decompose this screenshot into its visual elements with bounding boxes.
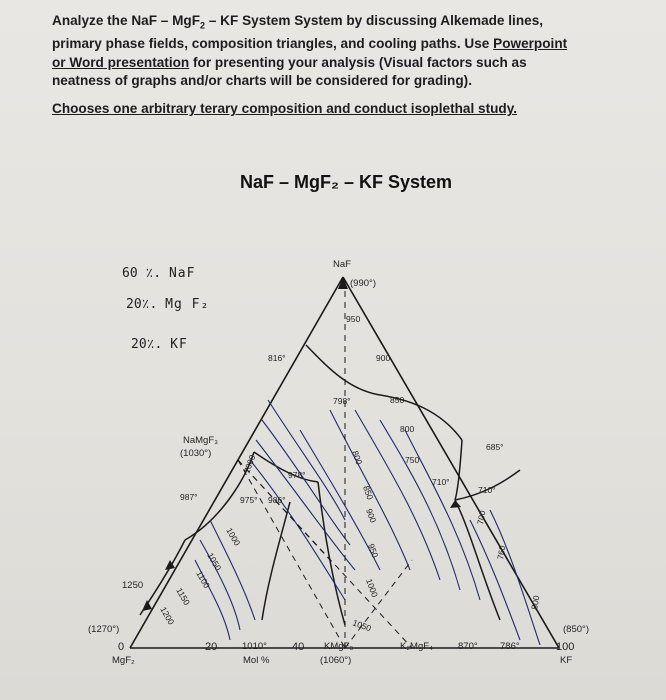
- iso-label-800-b: 800: [529, 594, 542, 611]
- iso-label-950-b: 950: [366, 542, 381, 560]
- assignment-line-2: primary phase fields, composition triangles, and cooling paths. Use Powerpoint: [52, 36, 568, 52]
- apex-mgf2-temp: (1270°): [88, 624, 120, 635]
- apex-kf-label: KF: [560, 655, 573, 666]
- isotherm-curves: [195, 400, 540, 645]
- iso-label-950: 950: [346, 314, 361, 324]
- iso-label-1150: 1150: [174, 586, 193, 607]
- apex-naf-temp: (990°): [350, 278, 376, 289]
- axis-label-mol: Mol %: [243, 655, 270, 666]
- iso-label-850-b: 850: [361, 484, 376, 502]
- point-975: 975°: [240, 495, 258, 505]
- base-temp-870: 870°: [458, 641, 478, 652]
- apex-kf-temp: (850°): [563, 624, 589, 635]
- iso-label-1050-b: 1050: [351, 617, 373, 634]
- boundary-curves: [140, 345, 520, 625]
- point-1250: 1250: [122, 580, 144, 591]
- iso-label-750: 750: [405, 455, 420, 465]
- assignment-line-4: neatness of graphs and/or charts will be considered for grading).: [52, 73, 472, 89]
- point-798: 798°: [333, 396, 351, 406]
- diagram-title: NaF – MgF₂ – KF System: [239, 172, 453, 192]
- axis-tick-100: 100: [556, 641, 575, 653]
- iso-label-1000-c: 1000: [364, 577, 380, 599]
- apex-mgf2-label: MgF₂: [112, 655, 135, 666]
- iso-label-850: 850: [390, 395, 405, 405]
- word-link-text: or Word presentation: [52, 54, 190, 70]
- iso-label-1050: 1050: [205, 551, 224, 573]
- handwritten-mgf2: 20٪. Mg F₂: [126, 297, 210, 312]
- iso-label-1200: 1200: [158, 605, 177, 627]
- base-temp-1010: 1010°: [242, 641, 267, 652]
- axis-tick-40: 40: [292, 641, 305, 653]
- handwritten-kf: 20٪. KF: [131, 337, 188, 352]
- base-temp-786: 786°: [500, 641, 520, 652]
- iso-label-800-c: 800: [350, 449, 365, 467]
- axis-tick-0: 0: [118, 641, 125, 653]
- axis-tick-20: 20: [205, 641, 218, 653]
- assignment-line-3: or Word presentation for presenting your analysis (Visual factors such as: [52, 54, 527, 70]
- iso-label-700: 700: [475, 509, 488, 526]
- iso-label-760: 760: [495, 544, 508, 561]
- point-986: 986°: [268, 495, 286, 505]
- iso-label-900-b: 900: [364, 507, 379, 525]
- k2mgf4-label: K₂MgF₄: [400, 641, 433, 652]
- handwritten-naf: 60 ٪. NaF: [122, 266, 196, 281]
- point-710-a: 710°: [432, 477, 450, 487]
- iso-label-900: 900: [376, 353, 391, 363]
- iso-label-800: 800: [400, 424, 415, 434]
- kmgf3-label: KMgF₃: [324, 641, 354, 652]
- iso-label-1000-b: 1000: [224, 526, 243, 548]
- powerpoint-link-text: Powerpoint: [493, 36, 568, 52]
- kmgf3-temp: (1060°): [320, 655, 352, 666]
- isotherm-labels: [158, 314, 541, 633]
- point-987: 987°: [180, 492, 198, 502]
- assignment-line-1: Analyze the NaF – MgF$_2$ – KF System System by discussing Alkemade lines,: [52, 13, 544, 31]
- namgf3-temp: (1030°): [180, 448, 212, 459]
- point-710-b: 710°: [478, 485, 496, 495]
- iso-label-1000-a: 1000: [241, 453, 258, 475]
- point-685: 685°: [486, 442, 504, 452]
- task-instruction: Chooses one arbitrary terary composition and conduct isoplethal study.: [52, 101, 518, 116]
- point-816: 816°: [268, 353, 286, 363]
- namgf3-label: NaMgF₃: [183, 435, 219, 446]
- apex-naf-label: NaF: [333, 259, 351, 270]
- point-978: 978°: [288, 470, 306, 480]
- iso-label-1100: 1100: [194, 569, 213, 590]
